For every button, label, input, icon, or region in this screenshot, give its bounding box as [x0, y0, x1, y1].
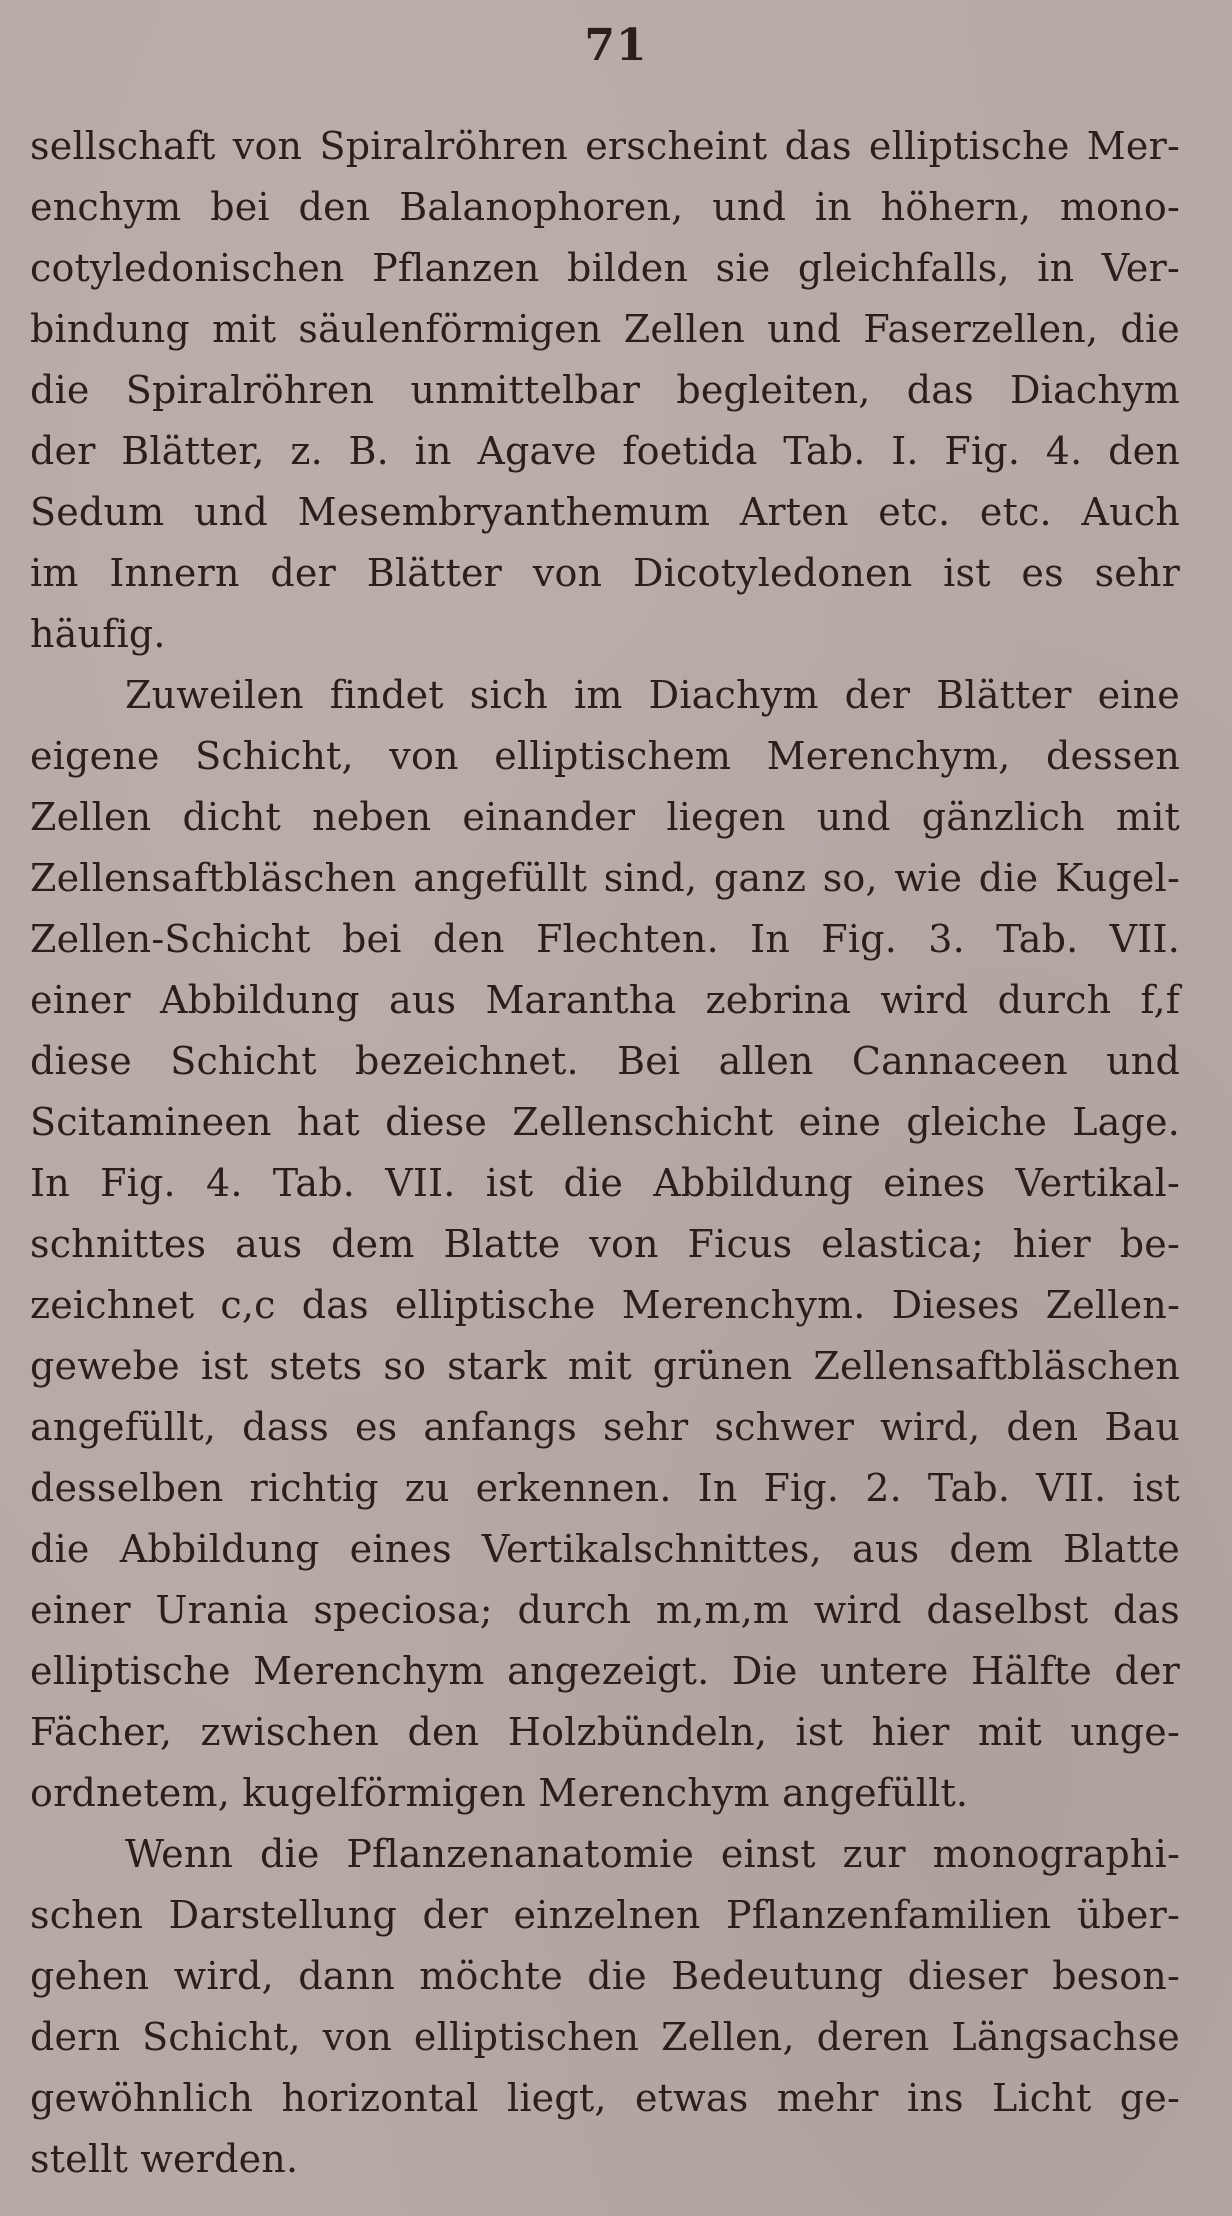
paragraph-start-line: Zuweilen findet sich im Diachym der Blätter eine — [125, 673, 1180, 717]
text-line: gewöhnlich horizontal liegt, etwas mehr ins Licht ge- — [30, 2076, 1180, 2120]
text-line: einer Abbildung aus Marantha zebrina wird durch f,f — [30, 978, 1180, 1022]
paragraph-start-line: Wenn die Pflanzenanatomie einst zur monographi- — [125, 1832, 1180, 1876]
text-line: Zellensaftbläschen angefüllt sind, ganz so, wie die Kugel- — [30, 856, 1180, 900]
text-line: dern Schicht, von elliptischen Zellen, deren Längsachse — [30, 2015, 1180, 2059]
text-line: Sedum und Mesembryanthemum Arten etc. etc. Auch — [30, 490, 1180, 534]
paragraph-end-line: stellt werden. — [30, 2137, 299, 2181]
text-line: der Blätter, z. B. in Agave foetida Tab. I. Fig. 4. den — [30, 429, 1180, 473]
page-number: 71 — [584, 20, 648, 71]
text-line: In Fig. 4. Tab. VII. ist die Abbildung eines Vertikal- — [30, 1161, 1180, 1205]
text-line: schen Darstellung der einzelnen Pflanzenfamilien über- — [30, 1893, 1180, 1937]
text-line: elliptische Merenchym angezeigt. Die untere Hälfte der — [30, 1649, 1180, 1693]
text-line: die Spiralröhren unmittelbar begleiten, das Diachym — [30, 368, 1180, 412]
text-line: cotyledonischen Pflanzen bilden sie gleichfalls, in Ver- — [30, 246, 1180, 290]
text-line: Zellen-Schicht bei den Flechten. In Fig. 3. Tab. VII. — [30, 917, 1180, 961]
text-line: desselben richtig zu erkennen. In Fig. 2. Tab. VII. ist — [30, 1466, 1180, 1510]
paragraph-end-line: häufig. — [30, 612, 166, 656]
text-line: Scitamineen hat diese Zellenschicht eine gleiche Lage. — [30, 1100, 1180, 1144]
text-line: gewebe ist stets so stark mit grünen Zellensaftbläschen — [30, 1344, 1180, 1388]
text-line: im Innern der Blätter von Dicotyledonen ist es sehr — [30, 551, 1180, 595]
text-line: zeichnet c,c das elliptische Merenchym. Dieses Zellen- — [30, 1283, 1180, 1327]
text-line: die Abbildung eines Vertikalschnittes, aus dem Blatte — [30, 1527, 1180, 1571]
text-line: Fächer, zwischen den Holzbündeln, ist hier mit unge- — [30, 1710, 1180, 1754]
text-line: angefüllt, dass es anfangs sehr schwer wird, den Bau — [30, 1405, 1180, 1449]
text-line: diese Schicht bezeichnet. Bei allen Cannaceen und — [30, 1039, 1180, 1083]
text-line: einer Urania speciosa; durch m,m,m wird daselbst das — [30, 1588, 1180, 1632]
text-line: schnittes aus dem Blatte von Ficus elastica; hier be- — [30, 1222, 1180, 1266]
body-text — [30, 116, 1180, 2190]
text-line: eigene Schicht, von elliptischem Merenchym, dessen — [30, 734, 1180, 778]
paragraph-end-line: ordnetem, kugelförmigen Merenchym angefüllt. — [30, 1771, 969, 1815]
text-line: Zellen dicht neben einander liegen und gänzlich mit — [30, 795, 1180, 839]
text-line: sellschaft von Spiralröhren erscheint das elliptische Mer- — [30, 124, 1180, 168]
text-line: gehen wird, dann möchte die Bedeutung dieser beson- — [30, 1954, 1180, 1998]
text-line: bindung mit säulenförmigen Zellen und Faserzellen, die — [30, 307, 1180, 351]
text-line: enchym bei den Balanophoren, und in höhern, mono- — [30, 185, 1180, 229]
